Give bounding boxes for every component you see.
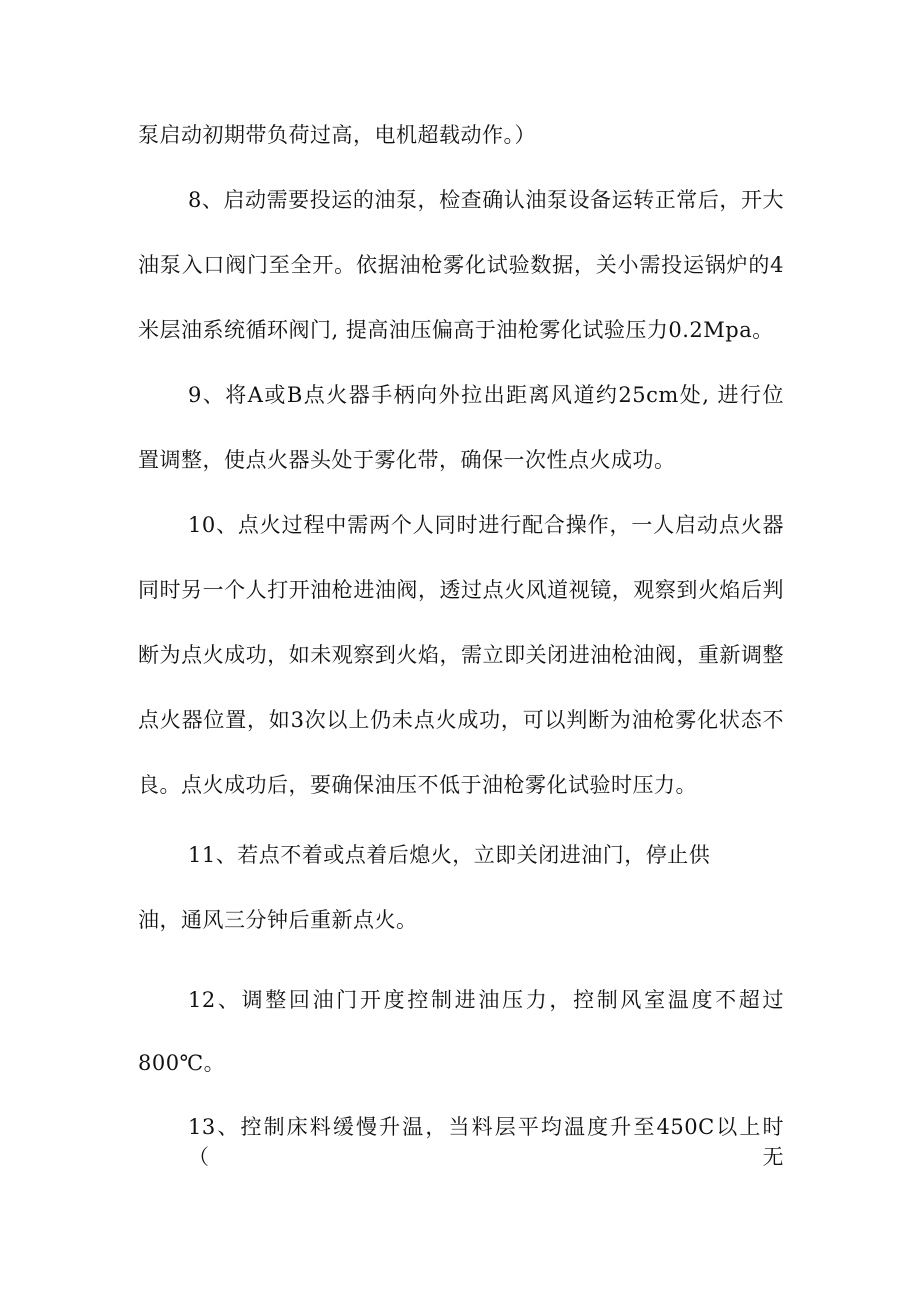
text-line-9: 断为点火成功，如未观察到火焰，需立即关闭进油枪油阀，重新调整 [138, 643, 784, 667]
text-line-14: 12、调整回油门开度控制进油压力，控制风室温度不超过 [188, 988, 784, 1012]
text-line-13: 油，通风三分钟后重新点火。 [138, 908, 418, 932]
text-line-16: 13、控制床料缓慢升温，当料层平均温度升至450C以上时（无 [188, 1115, 784, 1169]
text-line-1: 泵启动初期带负荷过高，电机超载动作。） [138, 123, 536, 147]
text-line-8: 同时另一个人打开油枪进油阀，透过点火风道视镜，观察到火焰后判 [138, 578, 784, 602]
text-line-5: 9、将A或B点火器手柄向外拉出距离风道约25cm处, 进行位 [188, 383, 784, 407]
text-line-4: 米层油系统循环阀门, 提高油压偏高于油枪雾化试验压力0.2Mpa。 [138, 318, 774, 342]
text-line-10: 点火器位置，如3次以上仍未点火成功，可以判断为油枪雾化状态不 [138, 708, 784, 732]
text-line-3: 油泵入口阀门至全开。依据油枪雾化试验数据，关小需投运锅炉的4 [138, 253, 784, 277]
text-line-6: 置调整，使点火器头处于雾化带，确保一次性点火成功。 [138, 448, 676, 472]
text-line-2: 8、启动需要投运的油泵，检查确认油泵设备运转正常后，开大 [188, 188, 784, 212]
text-line-12: 11、若点不着或点着后熄火，立即关闭进油门，停止供 [188, 843, 711, 867]
text-line-15: 800℃。 [138, 1051, 226, 1075]
text-line-7: 10、点火过程中需两个人同时进行配合操作，一人启动点火器 [188, 513, 784, 537]
text-line-11: 良。点火成功后，要确保油压不低于油枪雾化试验时压力。 [138, 773, 697, 797]
